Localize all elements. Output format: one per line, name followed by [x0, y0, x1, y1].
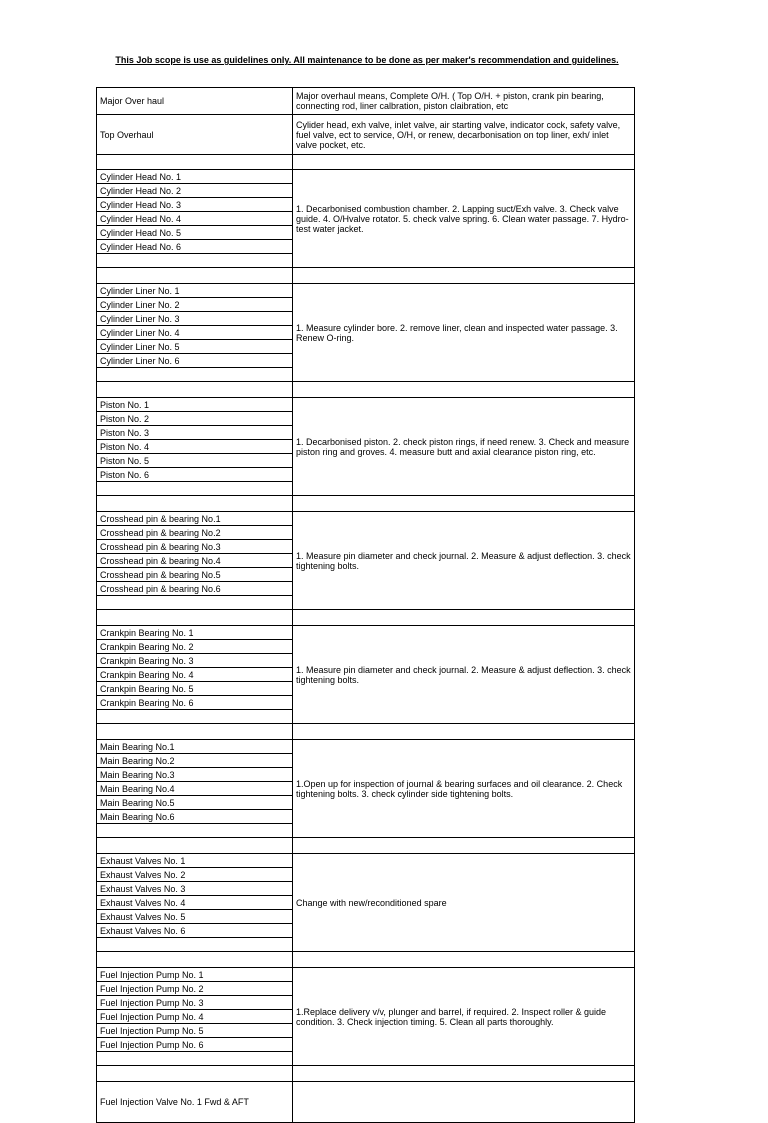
table-row	[97, 170, 635, 184]
table-row	[97, 968, 635, 982]
component-label: Main Bearing No.1	[97, 740, 293, 754]
component-label: Piston No. 1	[97, 398, 293, 412]
component-label: Cylinder Head No. 6	[97, 240, 293, 254]
component-label: Crosshead pin & bearing No.2	[97, 526, 293, 540]
spacer-row	[97, 268, 635, 284]
component-label: Crosshead pin & bearing No.6	[97, 582, 293, 596]
component-label: Cylinder Liner No. 4	[97, 326, 293, 340]
component-label: Crosshead pin & bearing No.5	[97, 568, 293, 582]
job-scope-description: 1. Decarbonised piston. 2. check piston rings, if need renew. 3. Check and measure piston ring and groves. 4. measure butt and axial clearance piston ring, etc.	[293, 398, 635, 496]
row-desc-top-overhaul: Cylider head, exh valve, inlet valve, air starting valve, indicator cock, safety valve, fuel valve, ect to service, O/H, or renew, decarbonisation on top liner, exh/ inlet valve pocket, etc.	[293, 115, 635, 155]
component-label: Cylinder Liner No. 2	[97, 298, 293, 312]
table-row	[97, 398, 635, 412]
table-row	[97, 512, 635, 526]
component-label: Crankpin Bearing No. 1	[97, 626, 293, 640]
row-label-top-overhaul: Top Overhaul	[97, 115, 293, 155]
empty-cell	[97, 382, 293, 398]
component-label: Fuel Injection Pump No. 3	[97, 996, 293, 1010]
job-scope-description: 1.Open up for inspection of journal & bearing surfaces and oil clearance. 2. Check tightening bolts. 3. check cylinder side tightening bolts.	[293, 740, 635, 838]
table-row	[97, 740, 635, 754]
empty-cell	[293, 838, 635, 854]
empty-cell	[97, 368, 293, 382]
component-label: Exhaust Valves No. 6	[97, 924, 293, 938]
empty-cell	[97, 610, 293, 626]
component-label: Fuel Injection Pump No. 2	[97, 982, 293, 996]
component-label: Crosshead pin & bearing No.3	[97, 540, 293, 554]
component-label: Main Bearing No.3	[97, 768, 293, 782]
component-label: Piston No. 5	[97, 454, 293, 468]
empty-cell	[293, 268, 635, 284]
empty-cell	[293, 1066, 635, 1082]
component-label: Cylinder Head No. 1	[97, 170, 293, 184]
component-label: Cylinder Head No. 5	[97, 226, 293, 240]
empty-cell	[97, 1052, 293, 1066]
empty-cell	[293, 610, 635, 626]
empty-cell	[97, 710, 293, 724]
job-scope-description	[293, 1082, 635, 1123]
component-label: Exhaust Valves No. 4	[97, 896, 293, 910]
empty-cell	[97, 1066, 293, 1082]
component-label: Crankpin Bearing No. 5	[97, 682, 293, 696]
spacer-row	[97, 610, 635, 626]
component-label: Exhaust Valves No. 2	[97, 868, 293, 882]
component-label: Fuel Injection Pump No. 6	[97, 1038, 293, 1052]
empty-cell	[97, 838, 293, 854]
component-label: Cylinder Head No. 4	[97, 212, 293, 226]
component-label: Cylinder Liner No. 6	[97, 354, 293, 368]
job-scope-description: 1. Measure cylinder bore. 2. remove liner, clean and inspected water passage. 3. Renew O-ring.	[293, 284, 635, 382]
empty-cell	[97, 496, 293, 512]
job-scope-description: 1. Decarbonised combustion chamber. 2. Lapping suct/Exh valve. 3. Check valve guide. 4. O/Hvalve rotator. 5. check valve spring. 6. Clean water passage. 7. Hydro-test water jacket.	[293, 170, 635, 268]
spacer-row	[97, 952, 635, 968]
empty-cell	[97, 938, 293, 952]
spacer-row	[97, 382, 635, 398]
component-label: Main Bearing No.6	[97, 810, 293, 824]
component-label: Fuel Injection Pump No. 5	[97, 1024, 293, 1038]
row-label-major-overhaul: Major Over haul	[97, 88, 293, 115]
table-row	[97, 88, 635, 115]
component-label: Fuel Injection Pump No. 4	[97, 1010, 293, 1024]
empty-cell	[97, 824, 293, 838]
empty-cell	[97, 254, 293, 268]
empty-cell	[97, 596, 293, 610]
component-label: Piston No. 4	[97, 440, 293, 454]
component-label: Main Bearing No.2	[97, 754, 293, 768]
table-row	[97, 854, 635, 868]
job-scope-description: 1. Measure pin diameter and check journal. 2. Measure & adjust deflection. 3. check tightening bolts.	[293, 512, 635, 610]
empty-cell	[293, 155, 635, 170]
component-label: Fuel Injection Pump No. 1	[97, 968, 293, 982]
job-scope-sheet	[96, 87, 635, 1107]
component-label: Crankpin Bearing No. 3	[97, 654, 293, 668]
guideline-note: This Job scope is use as guidelines only. All maintenance to be done as per maker's recommendation and guidelines.	[115, 55, 619, 65]
component-label: Crankpin Bearing No. 6	[97, 696, 293, 710]
empty-cell	[97, 268, 293, 284]
table-row	[97, 115, 635, 155]
table-row	[97, 626, 635, 640]
component-label: Piston No. 2	[97, 412, 293, 426]
component-label: Exhaust Valves No. 3	[97, 882, 293, 896]
job-scope-table	[96, 87, 635, 1123]
component-label: Piston No. 3	[97, 426, 293, 440]
component-label: Crosshead pin & bearing No.4	[97, 554, 293, 568]
spacer-row	[97, 1066, 635, 1082]
row-desc-major-overhaul: Major overhaul means, Complete O/H. ( Top O/H. + piston, crank pin bearing, connecting rod, liner calbration, piston claibration, etc	[293, 88, 635, 115]
spacer-row	[97, 724, 635, 740]
component-label: Main Bearing No.4	[97, 782, 293, 796]
empty-cell	[97, 482, 293, 496]
empty-cell	[97, 155, 293, 170]
spacer-row	[97, 838, 635, 854]
component-label: Exhaust Valves No. 5	[97, 910, 293, 924]
component-label: Cylinder Liner No. 3	[97, 312, 293, 326]
empty-cell	[293, 952, 635, 968]
component-label: Crankpin Bearing No. 2	[97, 640, 293, 654]
component-label: Fuel Injection Valve No. 1 Fwd & AFT	[97, 1082, 293, 1123]
component-label: Main Bearing No.5	[97, 796, 293, 810]
table-row	[97, 1082, 635, 1123]
job-scope-description: 1. Measure pin diameter and check journal. 2. Measure & adjust deflection. 3. check tightening bolts.	[293, 626, 635, 724]
spacer-row	[97, 496, 635, 512]
empty-cell	[97, 952, 293, 968]
component-label: Cylinder Head No. 3	[97, 198, 293, 212]
spacer-row	[97, 155, 635, 170]
component-label: Crankpin Bearing No. 4	[97, 668, 293, 682]
job-scope-description: Change with new/reconditioned spare	[293, 854, 635, 952]
component-label: Cylinder Head No. 2	[97, 184, 293, 198]
empty-cell	[97, 724, 293, 740]
component-label: Cylinder Liner No. 1	[97, 284, 293, 298]
table-row	[97, 284, 635, 298]
empty-cell	[293, 724, 635, 740]
component-label: Piston No. 6	[97, 468, 293, 482]
component-label: Exhaust Valves No. 1	[97, 854, 293, 868]
empty-cell	[293, 382, 635, 398]
component-label: Cylinder Liner No. 5	[97, 340, 293, 354]
component-label: Crosshead pin & bearing No.1	[97, 512, 293, 526]
job-scope-description: 1.Replace delivery v/v, plunger and barrel, if required. 2. Inspect roller & guide condition. 3. Check injection timing. 5. Clean all parts thoroughly.	[293, 968, 635, 1066]
empty-cell	[293, 496, 635, 512]
